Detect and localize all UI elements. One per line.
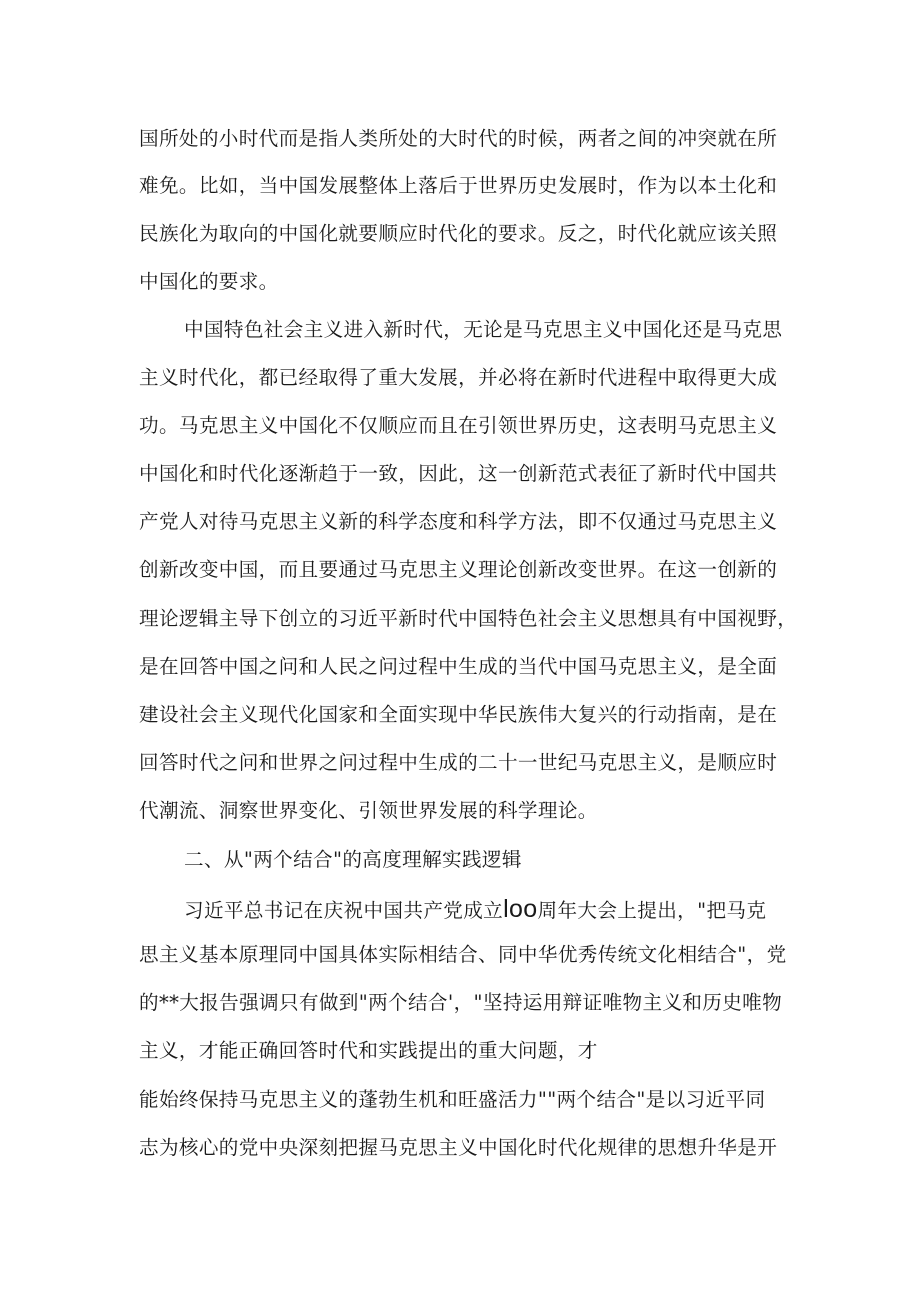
text-segment: 周年大会上提出，"把马克 — [537, 899, 767, 922]
text-line: 创新改变中国，而且要通过马克思主义理论创新改变世界。在这一创新的 — [139, 558, 778, 581]
text-line: 建设社会主义现代化国家和全面实现中华民族伟大复兴的行动指南，是在 — [139, 703, 778, 726]
text-line: 中国特色社会主义进入新时代，无论是马克思主义中国化还是马克思 — [184, 318, 783, 341]
text-line: 回答时代之问和世界之问过程中生成的二十一世纪马克思主义，是顺应时 — [139, 751, 778, 774]
text-line — [184, 897, 766, 922]
section-heading: 二、从"两个结合"的高度理解实践逻辑 — [184, 848, 522, 871]
text-line: 难免。比如，当中国发展整体上落后于世界历史发展时，作为以本土化和 — [139, 174, 778, 197]
text-line: 主义时代化，都已经取得了重大发展，并必将在新时代进程中取得更大成 — [139, 366, 778, 389]
text-line: 志为核心的党中央深刻把握马克思主义中国化时代化规律的思想升华是开 — [139, 1136, 778, 1159]
text-line: 国所处的小时代而是指人类所处的大时代的时候，两者之间的冲突就在所 — [139, 127, 778, 150]
text-line: 能始终保持马克思主义的蓬勃生机和旺盛活力""两个结合"是以习近平同 — [139, 1088, 766, 1111]
text-line: 思主义基本原理同中国具体实际相结合、同中华优秀传统文化相结合"，党 — [139, 943, 787, 966]
text-line: 产党人对待马克思主义新的科学态度和科学方法，即不仅通过马克思主义 — [139, 510, 778, 533]
text-line: 主义，才能正确回答时代和实践提出的重大问题，才 — [139, 1039, 598, 1062]
text-line: 代潮流、洞察世界变化、引领世界发展的科学理论。 — [139, 799, 598, 822]
number-text: loo — [503, 895, 538, 923]
text-line: 中国化的要求。 — [139, 270, 279, 293]
text-line: 功。马克思主义中国化不仅顺应而且在引领世界历史，这表明马克思主义 — [139, 414, 778, 437]
text-line: 是在回答中国之问和人民之问过程中生成的当代中国马克思主义，是全面 — [139, 655, 778, 678]
text-line: 民族化为取向的中国化就要顺应时代化的要求。反之，时代化就应该关照 — [139, 222, 778, 245]
text-line: 的**大报告强调只有做到"两个结合'，"坚持运用辩证唯物主义和历史唯物 — [139, 991, 783, 1014]
text-line: 中国化和时代化逐渐趋于一致，因此，这一创新范式表征了新时代中国共 — [139, 462, 778, 485]
text-line: 理论逻辑主导下创立的习近平新时代中国特色社会主义思想具有中国视野， — [139, 607, 798, 630]
text-segment: 习近平总书记在庆祝中国共产党成立 — [184, 899, 504, 922]
